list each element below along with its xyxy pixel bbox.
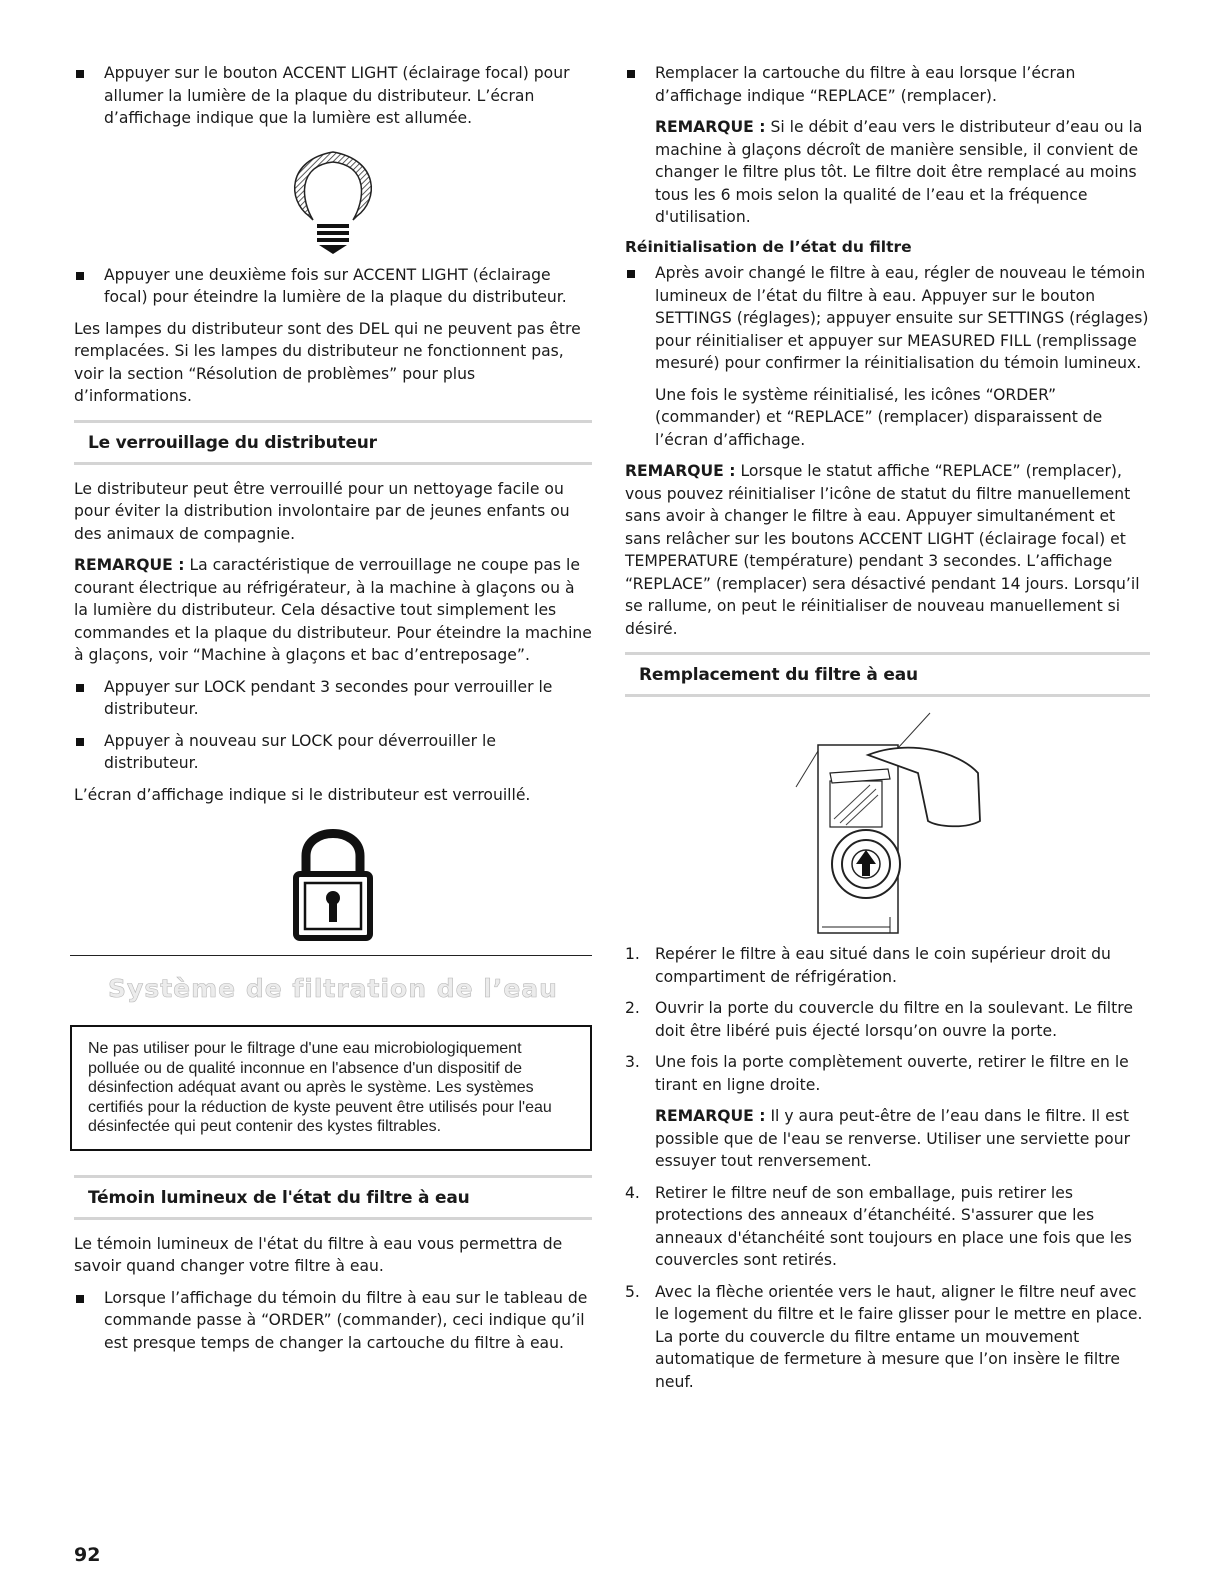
lightbulb-icon bbox=[273, 142, 393, 260]
filter-illustration bbox=[778, 711, 998, 941]
step-number: 4. bbox=[625, 1183, 640, 1202]
step-number: 5. bbox=[625, 1282, 640, 1301]
replace-bullet: Remplacer la cartouche du filtre à eau lorsque l’écran d’affichage indique “REPLACE” (remplacer). bbox=[625, 62, 1150, 107]
step-text: Retirer le filtre neuf de son emballage, puis retirer les protections des anneaux d’étanchéité. S'assurer que les anneaux d'étanchéité sont toujours en place une fois que les couvercles sont retirés. bbox=[655, 1183, 1132, 1269]
step-3-note-text: Il y aura peut-être de l’eau dans le filtre. Il est possible que de l'eau se renverse. Utiliser une serviette pour essuyer tout renversement. bbox=[655, 1107, 1131, 1170]
page-number: 92 bbox=[74, 1544, 101, 1566]
reset-note-text: Lorsque le statut affiche “REPLACE” (remplacer), vous pouvez réinitialiser l’icône de statut du filtre manuellement sans avoir à changer le filtre à eau. Appuyer simultanément et sans relâcher sur les boutons ACCENT LIGHT (éclairage focal) et TEMPERATURE (température) pendant 3 secondes. L’affichage “REPLACE” (remplacer) sera désactivé pendant 14 jours. Lorsqu’il se rallume, on peut le réinitialiser de nouveau manuellement si désiré. bbox=[625, 462, 1140, 638]
step-2 bbox=[625, 997, 1150, 1042]
accent-off-bullet: Appuyer une deuxième fois sur ACCENT LIGHT (éclairage focal) pour éteindre la lumière de la plaque du distributeur. bbox=[74, 264, 592, 309]
step-3-note-label: REMARQUE : bbox=[655, 1107, 766, 1125]
lock-note-label: REMARQUE : bbox=[74, 556, 185, 574]
led-paragraph: Les lampes du distributeur sont des DEL qui ne peuvent pas être remplacées. Si les lampes du distributeur ne fonctionnent pas, voir la section “Résolution de problèmes” pour plus d’informations. bbox=[74, 319, 581, 405]
step-1 bbox=[625, 943, 1150, 988]
status-intro: Le témoin lumineux de l'état du filtre à eau vous permettra de savoir quand changer votre filtre à eau. bbox=[74, 1234, 563, 1275]
lock-note-text: La caractéristique de verrouillage ne coupe pas le courant électrique au réfrigérateur, à la machine à glaçons ou à la lumière du distributeur. Cela désactive tout simplement les commandes et la plaque du distributeur. Pour éteindre la machine à glaçons, voir “Machine à glaçons et bac d’entreposage”. bbox=[74, 556, 592, 664]
replace-note-label: REMARQUE : bbox=[655, 118, 766, 136]
lock-heading: Le verrouillage du distributeur bbox=[74, 420, 592, 465]
step-5 bbox=[625, 1281, 1150, 1394]
step-text: Ouvrir la porte du couvercle du filtre en la soulevant. Le filtre doit être libéré puis éjecté lorsqu’on ouvre la porte. bbox=[655, 999, 1133, 1040]
step-4 bbox=[625, 1182, 1150, 1272]
step-text: Une fois la porte complètement ouverte, retirer le filtre en le tirant en ligne droite. bbox=[655, 1053, 1129, 1094]
section-rule bbox=[70, 955, 592, 956]
replace-note-text: Si le débit d’eau vers le distributeur d’eau ou la machine à glaçons décroît de manière sensible, il convient de changer le filtre plus tôt. Le filtre doit être remplacé au moins tous les 6 mois selon la qualité de l’eau et la fréquence d'utilisation. bbox=[655, 118, 1143, 226]
reset-heading: Réinitialisation de l’état du filtre bbox=[625, 237, 912, 256]
reset-after: Une fois le système réinitialisé, les icônes “ORDER” (commander) et “REPLACE” (remplacer) disparaissent de l’écran d’affichage. bbox=[655, 385, 1103, 449]
step-number: 1. bbox=[625, 945, 640, 963]
status-bullet: Lorsque l’affichage du témoin du filtre à eau sur le tableau de commande passe à “ORDER” (commander), ceci indique qu’il est presque temps de changer la cartouche du filtre à eau. bbox=[74, 1287, 592, 1355]
step-number: 3. bbox=[625, 1053, 640, 1071]
accent-on-bullet: Appuyer sur le bouton ACCENT LIGHT (éclairage focal) pour allumer la lumière de la plaque du distributeur. L’écran d’affichage indique que la lumière est allumée. bbox=[74, 62, 592, 130]
step-number: 2. bbox=[625, 999, 640, 1017]
right-column bbox=[625, 62, 1150, 1393]
steps-list bbox=[625, 943, 1150, 1393]
replace-heading: Remplacement du filtre à eau bbox=[625, 652, 1150, 697]
reset-note-label: REMARQUE : bbox=[625, 462, 736, 480]
left-column bbox=[74, 62, 592, 1354]
step-text: Avec la flèche orientée vers le haut, aligner le filtre neuf avec le logement du filtre et le faire glisser pour le mettre en place. La porte du couvercle du filtre entame un mouvement automatique de fermeture à mesure que l’on insère le filtre neuf. bbox=[655, 1282, 1143, 1391]
lock-bullet-1: Appuyer sur LOCK pendant 3 secondes pour verrouiller le distributeur. bbox=[74, 676, 592, 721]
reset-bullet: Après avoir changé le filtre à eau, régler de nouveau le témoin lumineux de l’état du filtre à eau. Appuyer sur le bouton SETTINGS (réglages); appuyer ensuite sur SETTINGS (réglages) pour réinitialiser et appuyer sur MEASURED FILL (remplissage mesuré) pour confirmer la réinitialisation du témoin lumineux. bbox=[625, 262, 1150, 375]
warning-box: Ne pas utiliser pour le filtrage d'une eau microbiologiquement polluée ou de qualité inconnue en l'absence d'un dispositif de désinfection adéquat avant ou après le système. Les systèmes certifiés pour la réduction de kyste peuvent être utilisés pour l'eau désinfectée qui peut contenir des kystes filtrables. bbox=[70, 1025, 592, 1151]
status-heading: Témoin lumineux de l'état du filtre à eau bbox=[74, 1175, 592, 1220]
step-3-note bbox=[625, 1105, 1150, 1173]
lock-intro: Le distributeur peut être verrouillé pour un nettoyage facile ou pour éviter la distribution involontaire par de jeunes enfants ou des animaux de compagnie. bbox=[74, 479, 570, 543]
lock-display-paragraph: L’écran d’affichage indique si le distributeur est verrouillé. bbox=[74, 785, 531, 804]
padlock-icon bbox=[288, 818, 378, 943]
step-3 bbox=[625, 1051, 1150, 1096]
lock-bullet-2: Appuyer à nouveau sur LOCK pour déverrouiller le distributeur. bbox=[74, 730, 592, 775]
replace-note bbox=[625, 116, 1150, 229]
section-title: Système de filtration de l’eau bbox=[108, 974, 558, 1003]
step-text: Repérer le filtre à eau situé dans le coin supérieur droit du compartiment de réfrigération. bbox=[655, 945, 1111, 986]
reset-note bbox=[625, 460, 1150, 640]
lock-note bbox=[74, 554, 592, 667]
